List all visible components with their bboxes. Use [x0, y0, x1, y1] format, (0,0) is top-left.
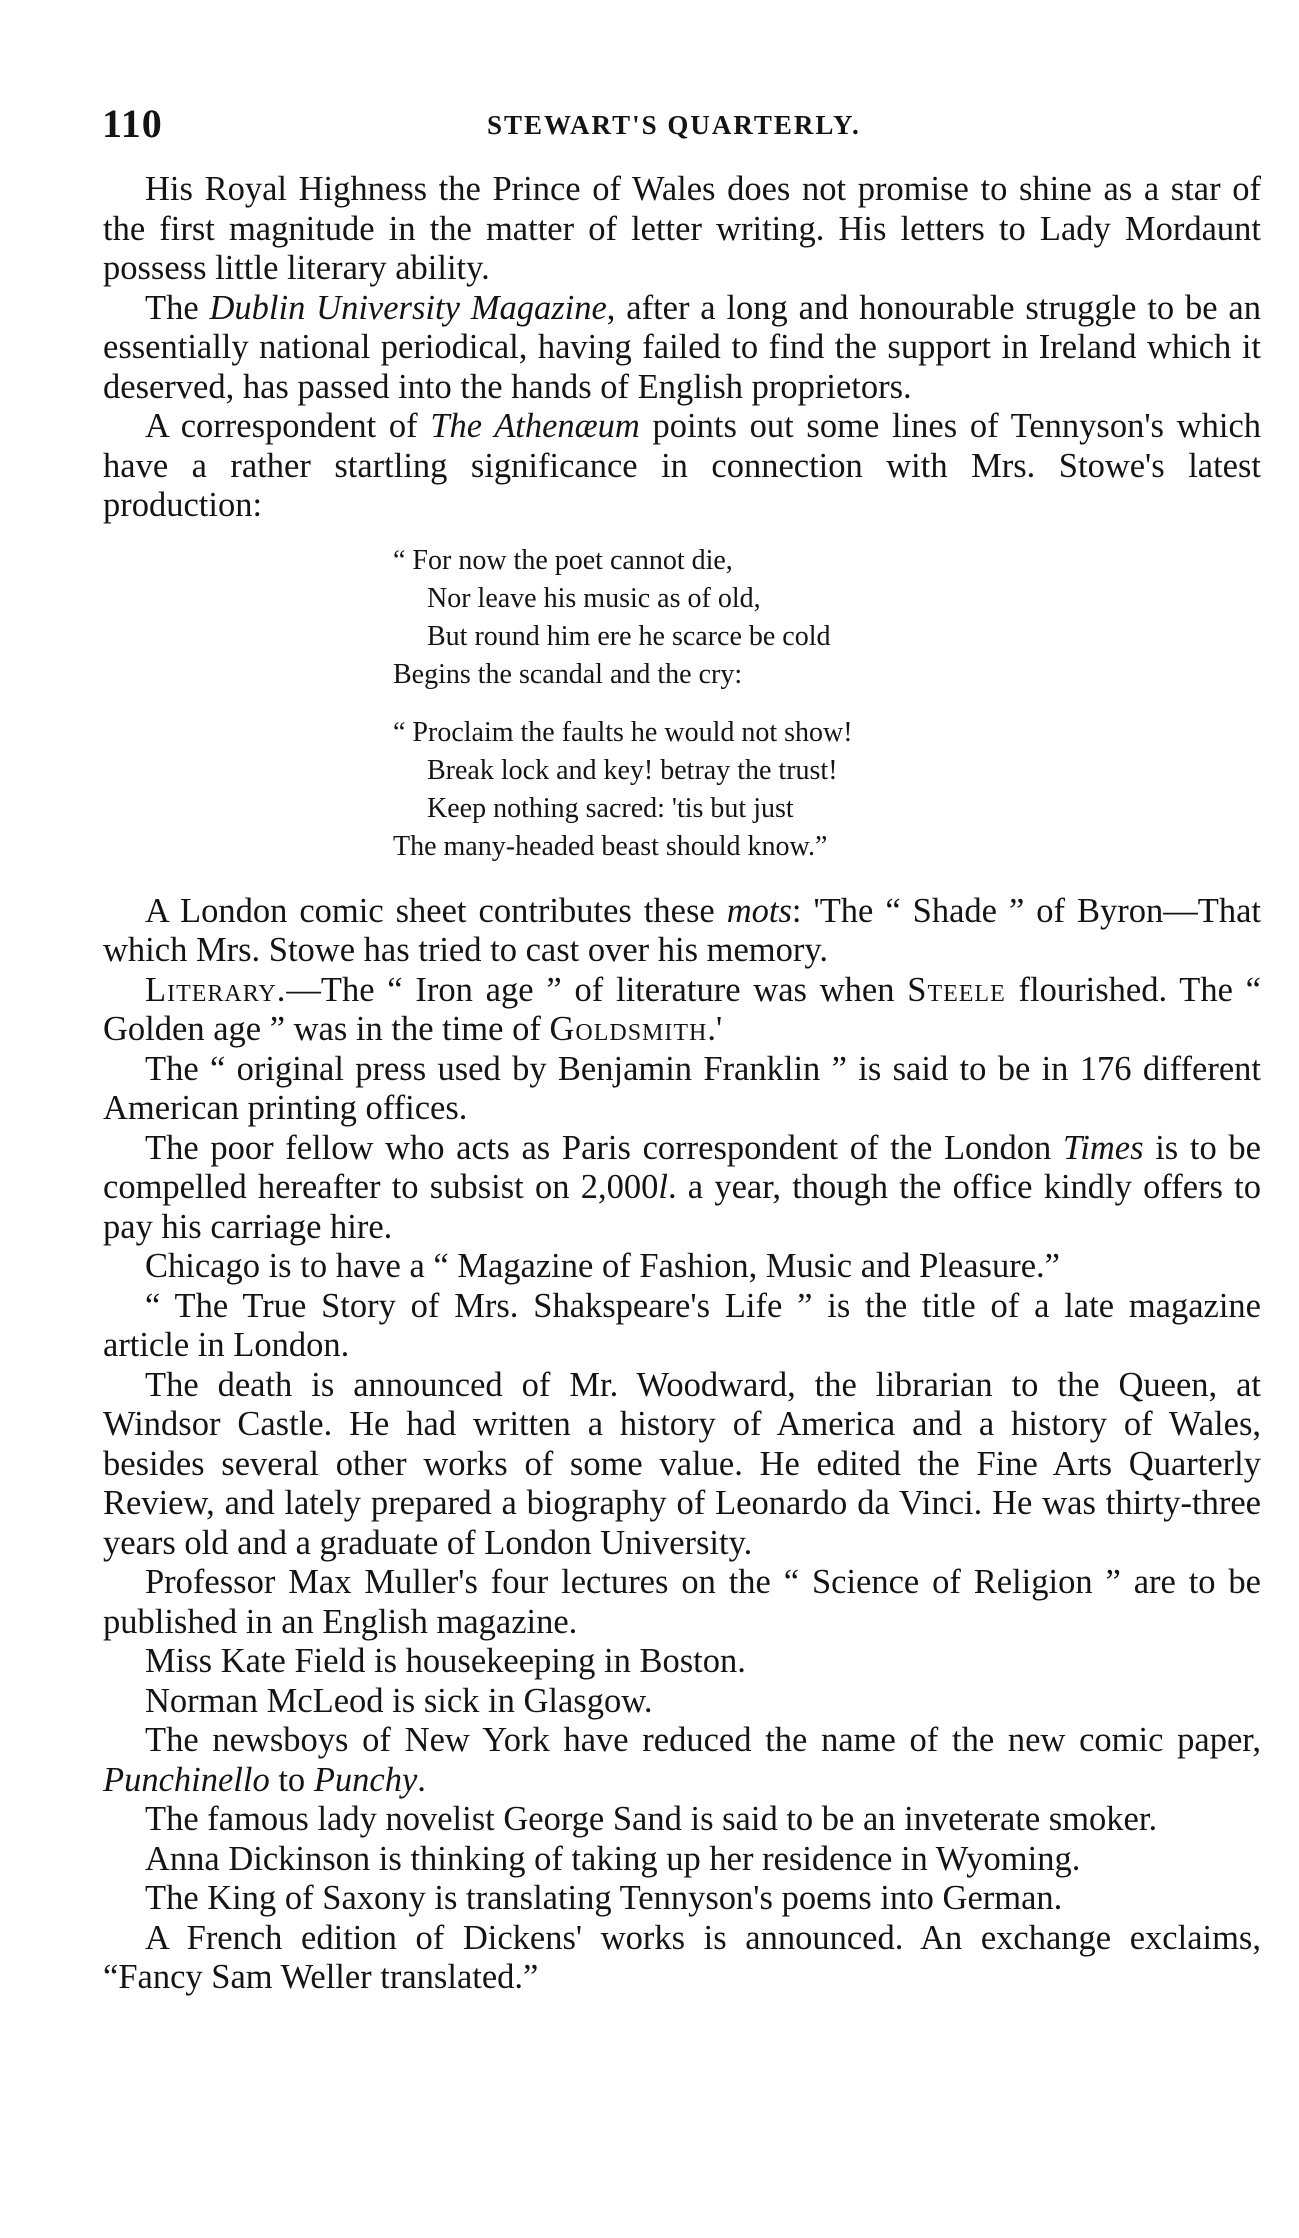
paragraph-max-muller: Professor Max Muller's four lectures on the “ Science of Religion ” are to be published in an English magazine.: [103, 1563, 1261, 1641]
paragraph-franklin-press: The “ original press used by Benjamin Franklin ” is said to be in 176 different American printing offices.: [103, 1049, 1261, 1127]
poem-line: The many-headed beast should know.”: [393, 830, 828, 862]
paragraph-norman-mcleod: Norman McLeod is sick in Glasgow.: [145, 1681, 653, 1720]
italic-title: Times: [1062, 1128, 1144, 1167]
paragraph-george-sand: The famous lady novelist George Sand is said to be an inveterate smoker.: [145, 1800, 1158, 1838]
italic-letter: l: [658, 1168, 668, 1206]
poem-line: “ For now the poet cannot die,: [393, 544, 733, 576]
paragraph-paris-correspondent: The poor fellow who acts as Paris correspondent of the London Times is to be compelled hereafter to subsist on 2,000l. a year, though the office kindly offers to pay his carriage hire.: [103, 1128, 1262, 1246]
poem-stanza-1: [393, 542, 1261, 694]
poem-line: Break lock and key! betray the trust!: [427, 754, 838, 786]
poem-line: But round him ere he scarce be cold: [427, 620, 831, 652]
poem-line: “ Proclaim the faults he would not show!: [393, 716, 853, 748]
poem-line: Keep nothing sacred: 'tis but just: [427, 792, 794, 824]
small-caps-name: Goldsmith: [549, 1010, 708, 1048]
paragraph-king-of-saxony: The King of Saxony is translating Tennyson's poems into German.: [145, 1879, 1063, 1917]
paragraph-shakspeare: “ The True Story of Mrs. Shakspeare's Life ” is the title of a late magazine article in London.: [103, 1286, 1261, 1364]
page-number: 110: [102, 101, 163, 146]
section-label: Literary.: [145, 970, 287, 1009]
italic-title: Punchy: [313, 1760, 418, 1799]
italic-title: Dublin University Magazine: [209, 288, 607, 327]
poem-line: Nor leave his music as of old,: [427, 582, 761, 614]
paragraph-chicago: Chicago is to have a “ Magazine of Fashion, Music and Pleasure.”: [145, 1247, 1060, 1285]
italic-title: Punchinello: [103, 1760, 270, 1799]
paragraph-woodward: The death is announced of Mr. Woodward, the librarian to the Queen, at Windsor Castle. He had written a history of America and a history of Wales, besides several other works of some value. He edited the Fine Arts Quarterly Review, and lately prepared a biography of Leonardo da Vinci. He was thirty-three years old and a graduate of London University.: [103, 1365, 1261, 1562]
small-caps-name: Steele: [907, 970, 1006, 1009]
running-head: STEWART'S QUARTERLY.: [487, 110, 861, 140]
italic-title: The Athenæum: [430, 407, 640, 445]
paragraph-dickens: A French edition of Dickens' works is announced. An exchange exclaims, “Fancy Sam Weller translated.”: [103, 1918, 1261, 1996]
paragraph-newsboys: The newsboys of New York have reduced the name of the new comic paper, Punchinello to Punchy.: [103, 1721, 1261, 1799]
paragraph-anna-dickinson: Anna Dickinson is thinking of taking up her residence in Wyoming.: [145, 1839, 1081, 1878]
paragraph-prince-of-wales: His Royal Highness the Prince of Wales does not promise to shine as a star of the first magnitude in the matter of letter writing. His letters to Lady Mordaunt possess little literary ability.: [103, 170, 1261, 287]
article-body: [103, 170, 1261, 1998]
italic-word: mots: [726, 891, 792, 930]
paragraph-kate-field: Miss Kate Field is housekeeping in Boston.: [145, 1642, 746, 1680]
paragraph-dublin-magazine: The Dublin University Magazine, after a long and honourable struggle to be an essentially national periodical, having failed to find the support in Ireland which it deserved, has passed into the hands of English proprietors.: [103, 288, 1261, 406]
paragraph-literary: Literary.—The “ Iron age ” of literature was when Steele flourished. The “ Golden age ” was in the time of Goldsmith.': [103, 970, 1261, 1048]
quoted-poem: [393, 542, 1261, 866]
poem-stanza-2: [393, 714, 1261, 866]
paragraph-london-comic-sheet: A London comic sheet contributes these mots: 'The “ Shade ” of Byron—That which Mrs. Stowe has tried to cast over his memory.: [103, 891, 1262, 969]
poem-line: Begins the scandal and the cry:: [393, 658, 743, 690]
paragraph-athenaeum: A correspondent of The Athenæum points out some lines of Tennyson's which have a rather startling significance in connection with Mrs. Stowe's latest production:: [103, 407, 1262, 524]
page-header: [102, 100, 1262, 160]
